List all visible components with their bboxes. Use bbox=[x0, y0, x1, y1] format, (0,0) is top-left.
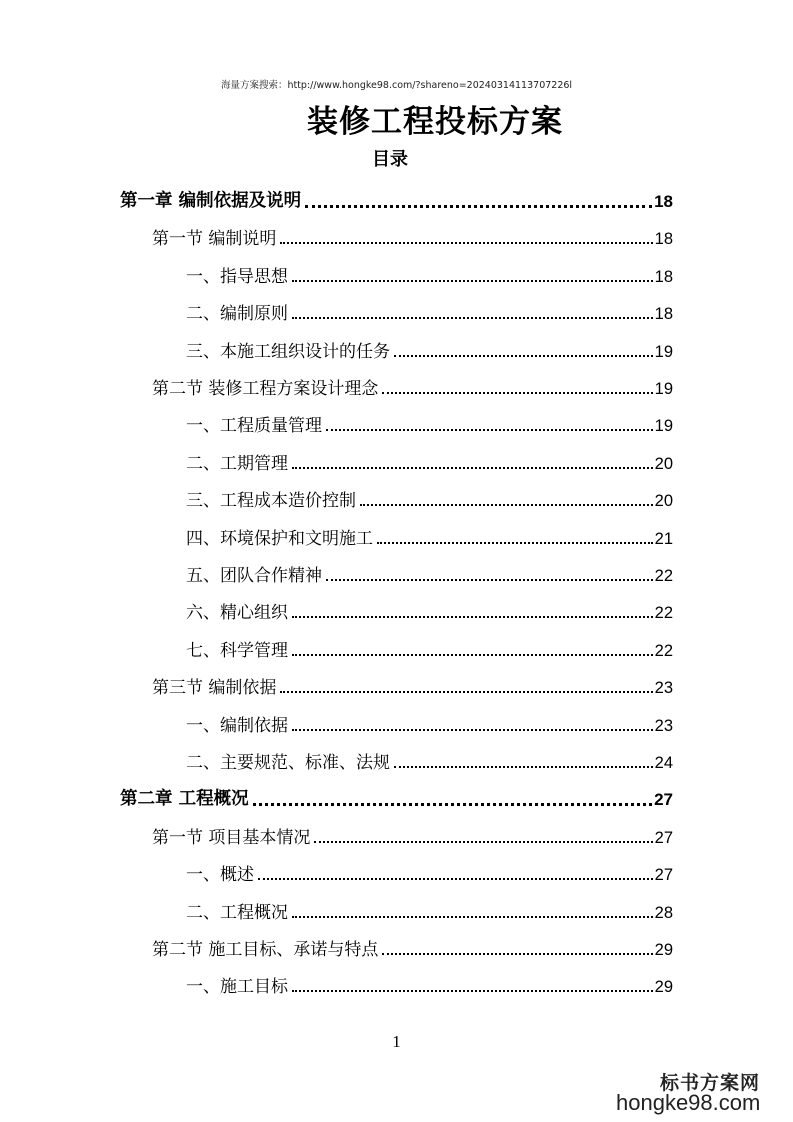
toc-entry[interactable] bbox=[152, 928, 673, 960]
toc-entry[interactable] bbox=[186, 255, 673, 287]
toc-dot-leader bbox=[326, 579, 653, 581]
toc-entry[interactable] bbox=[186, 517, 673, 549]
toc-entry-label: 一、施工目标 bbox=[186, 977, 288, 997]
toc-entry-label: 五、团队合作精神 bbox=[186, 566, 322, 586]
toc-entry[interactable] bbox=[186, 704, 673, 736]
toc-entry-page: 20 bbox=[654, 492, 673, 510]
toc-entry-page: 22 bbox=[654, 604, 673, 622]
toc-entry-page: 27 bbox=[654, 866, 673, 884]
toc-entry-label: 三、工程成本造价控制 bbox=[186, 491, 356, 511]
toc-entry-label: 二、编制原则 bbox=[186, 304, 288, 324]
toc-dot-leader bbox=[292, 916, 653, 918]
toc-dot-leader bbox=[253, 803, 652, 806]
toc-entry-page: 18 bbox=[654, 268, 673, 286]
toc-entry[interactable] bbox=[152, 816, 673, 848]
toc-dot-leader bbox=[382, 953, 652, 955]
toc-dot-leader bbox=[292, 616, 653, 618]
toc-entry-label: 四、环境保护和文明施工 bbox=[186, 529, 373, 549]
toc-dot-leader bbox=[292, 729, 653, 731]
toc-entry-page: 29 bbox=[654, 941, 673, 959]
toc-entry-page: 18 bbox=[654, 230, 673, 248]
toc-dot-leader bbox=[292, 654, 653, 656]
toc-entry[interactable] bbox=[120, 180, 673, 212]
toc-dot-leader bbox=[292, 990, 653, 992]
toc-entry-page: 28 bbox=[654, 904, 673, 922]
toc-entry-page: 19 bbox=[654, 417, 673, 435]
toc-entry-label: 第一节 项目基本情况 bbox=[152, 828, 311, 848]
toc-dot-leader bbox=[280, 242, 652, 244]
toc-entry-label: 六、精心组织 bbox=[186, 603, 288, 623]
watermark-logo-text: 标书方案网 bbox=[660, 1072, 761, 1094]
toc-entry[interactable] bbox=[120, 778, 673, 810]
toc-dot-leader bbox=[292, 317, 653, 319]
toc-dot-leader bbox=[394, 355, 653, 357]
toc-entry[interactable] bbox=[186, 479, 673, 511]
toc-dot-leader bbox=[326, 429, 653, 431]
header-url: 海量方案搜索：http://www.hongke98.com/?shareno=20240314113707226l bbox=[220, 80, 573, 91]
toc-entry[interactable] bbox=[186, 965, 673, 997]
toc-entry-page: 29 bbox=[654, 978, 673, 996]
toc-entry-label: 二、工程概况 bbox=[186, 903, 288, 923]
toc-entry-page: 21 bbox=[654, 530, 673, 548]
toc-dot-leader bbox=[292, 467, 653, 469]
toc-entry-page: 27 bbox=[654, 829, 673, 847]
toc-entry-page: 18 bbox=[654, 305, 673, 323]
toc-entry[interactable] bbox=[186, 442, 673, 474]
toc-entry-label: 第一章 编制依据及说明 bbox=[120, 191, 302, 211]
toc-entry[interactable] bbox=[186, 292, 673, 324]
toc-entry-page: 23 bbox=[654, 717, 673, 735]
toc-dot-leader bbox=[394, 766, 653, 768]
toc-entry-page: 20 bbox=[654, 455, 673, 473]
toc-entry-label: 一、指导思想 bbox=[186, 267, 288, 287]
toc-entry[interactable] bbox=[152, 666, 673, 698]
toc-entry-label: 二、工期管理 bbox=[186, 454, 288, 474]
toc-dot-leader bbox=[258, 878, 653, 880]
toc-entry-page: 22 bbox=[654, 567, 673, 585]
toc-entry-label: 第二节 施工目标、承诺与特点 bbox=[152, 940, 379, 960]
toc-entry[interactable] bbox=[152, 367, 673, 399]
toc-entry-label: 三、本施工组织设计的任务 bbox=[186, 342, 390, 362]
toc-dot-leader bbox=[377, 542, 653, 544]
toc-entry[interactable] bbox=[186, 404, 673, 436]
toc-entry-label: 一、工程质量管理 bbox=[186, 416, 322, 436]
toc-entry[interactable] bbox=[186, 629, 673, 661]
toc-dot-leader bbox=[382, 392, 652, 394]
toc-dot-leader bbox=[305, 205, 652, 208]
document-title: 装修工程投标方案 bbox=[307, 104, 563, 140]
toc-entry[interactable] bbox=[152, 217, 673, 249]
toc-entry-page: 18 bbox=[654, 192, 673, 211]
toc-entry-page: 19 bbox=[654, 380, 673, 398]
toc-entry[interactable] bbox=[186, 591, 673, 623]
toc-entry-page: 22 bbox=[654, 642, 673, 660]
toc-entry-page: 27 bbox=[654, 790, 673, 809]
toc-entry-label: 第三节 编制依据 bbox=[152, 678, 277, 698]
toc-dot-leader bbox=[360, 504, 653, 506]
toc-entry[interactable] bbox=[186, 554, 673, 586]
toc-entry[interactable] bbox=[186, 741, 673, 773]
toc-entry[interactable] bbox=[186, 330, 673, 362]
toc-entry-label: 二、主要规范、标准、法规 bbox=[186, 753, 390, 773]
watermark-site-text: hongke98.com bbox=[616, 1090, 761, 1115]
toc-entry-page: 24 bbox=[654, 754, 673, 772]
toc-entry-label: 一、概述 bbox=[186, 865, 254, 885]
toc-entry-label: 第二章 工程概况 bbox=[120, 789, 249, 809]
toc-heading: 目录 bbox=[372, 149, 408, 170]
toc-entry-label: 一、编制依据 bbox=[186, 716, 288, 736]
toc-dot-leader bbox=[292, 280, 653, 282]
toc-entry[interactable] bbox=[186, 853, 673, 885]
toc-dot-leader bbox=[280, 691, 652, 693]
page-number: 1 bbox=[392, 1032, 401, 1051]
toc-entry-page: 19 bbox=[654, 343, 673, 361]
toc-entry-label: 第一节 编制说明 bbox=[152, 229, 277, 249]
toc-entry-page: 23 bbox=[654, 679, 673, 697]
toc-dot-leader bbox=[314, 841, 652, 843]
toc-entry-label: 第二节 装修工程方案设计理念 bbox=[152, 379, 379, 399]
toc-entry[interactable] bbox=[186, 891, 673, 923]
toc-entry-label: 七、科学管理 bbox=[186, 641, 288, 661]
